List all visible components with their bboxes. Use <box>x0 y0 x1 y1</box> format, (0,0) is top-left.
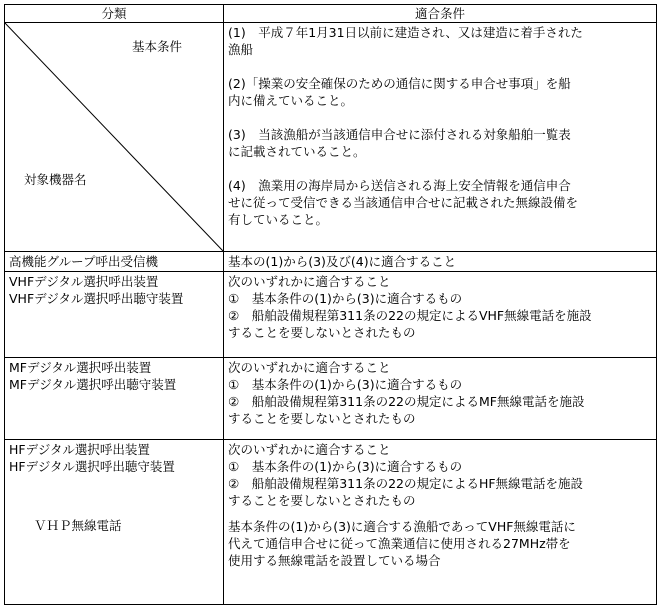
device-name-vhp: ＶＨＰ無線電話 <box>34 518 122 533</box>
device-name: VHFデジタル選択呼出装置 <box>9 274 159 289</box>
document <box>4 4 657 597</box>
basic-condition-3: (3) 当該漁船が当該通信申合せに添付される対象船舶一覧表 に記載されていること。 <box>228 127 571 159</box>
device-name: 高機能グループ呼出受信機 <box>9 254 159 269</box>
condition-cell: 次のいずれかに適合すること ① 基本条件の(1)から(3)に適合するもの ② 船舶設備規程第311条の22の規定によるVHF無線電話を施設 することを要しないとされたもの <box>224 272 657 358</box>
condition-cell: 次のいずれかに適合すること ① 基本条件の(1)から(3)に適合するもの ② 船舶設備規程第311条の22の規定によるHF無線電話を施設 することを要しないとされたもの 基本条件の(1)から(3)に適合する漁船であってVHF無線電話に 代えて通信申合せに従って漁業通信に使用される27MHz帯を 使用する無線電話を設置している場合 <box>224 440 657 605</box>
device-cell <box>5 252 224 272</box>
device-name: HFデジタル選択呼出装置 <box>9 442 150 457</box>
basic-condition-4: (4) 漁業用の海岸局から送信される海上安全情報を通信申合 せに従って受信できる当該通信申合せに記載された無線設備を 有していること。 <box>228 178 579 227</box>
table-row <box>5 272 657 358</box>
device-cell <box>5 272 224 358</box>
header-conditions: 適合条件 <box>224 5 657 23</box>
basic-conditions-label: 基本条件 <box>132 39 183 54</box>
table-row <box>5 252 657 272</box>
diagonal-line <box>5 23 223 251</box>
device-name: MFデジタル選択呼出聴守装置 <box>9 377 177 392</box>
basic-conditions-row <box>5 23 657 252</box>
table-row <box>5 358 657 440</box>
condition-cell: 基本の(1)から(3)及び(4)に適合すること <box>224 252 657 272</box>
header-row <box>5 5 657 23</box>
table-row <box>5 440 657 605</box>
basic-condition-1: (1) 平成７年1月31日以前に建造され、又は建造に着手された 漁船 <box>228 25 583 57</box>
target-device-label: 対象機器名 <box>24 172 87 187</box>
device-name: HFデジタル選択呼出聴守装置 <box>9 459 175 474</box>
header-classification: 分類 <box>5 5 224 23</box>
diagonal-header-cell <box>5 23 224 252</box>
device-cell <box>5 440 224 605</box>
device-name: VHFデジタル選択呼出聴守装置 <box>9 291 184 306</box>
conditions-table <box>4 4 657 605</box>
basic-condition-2: (2)「操業の安全確保のための通信に関する申合せ事項」を船 内に備えていること。 <box>228 76 571 108</box>
condition-cell: 次のいずれかに適合すること ① 基本条件の(1)から(3)に適合するもの ② 船舶設備規程第311条の22の規定によるMF無線電話を施設 することを要しないとされたもの <box>224 358 657 440</box>
basic-conditions-cell <box>224 23 657 252</box>
device-name: MFデジタル選択呼出装置 <box>9 360 152 375</box>
device-cell <box>5 358 224 440</box>
